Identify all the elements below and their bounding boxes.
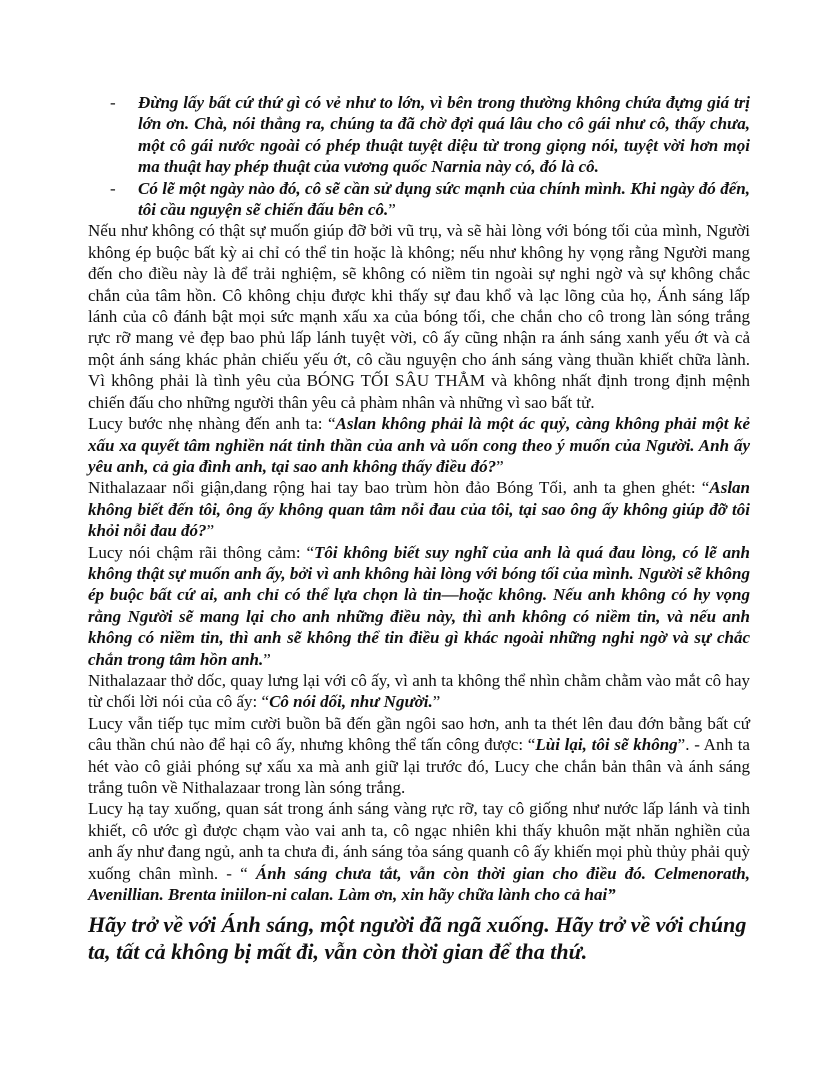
paragraph-nithalazaar-1 <box>88 477 750 541</box>
dialogue-bullets <box>88 92 750 220</box>
bullet-dash: - <box>110 178 116 198</box>
bullet-item <box>88 178 750 221</box>
bullet-text: Đừng lấy bất cứ thứ gì có vẻ như to lớn, vì bên trong thường không chứa đựng giá trị lớn ơn. Chà, nói thẳng ra, chúng ta đã chờ đợi quá lâu cho cô gái như cô, thấy chưa, một cô gái nước ngoài có phép thuật tuyệt diệu từ trong giọng nói, tuyệt vời hơn mọi ma thuật hay phép thuật của vương quốc Narnia này có, đó là cô. <box>138 93 750 177</box>
paragraph-narration: Nếu như không có thật sự muốn giúp đỡ bởi vũ trụ, và sẽ hài lòng với bóng tối của mình, Người không ép buộc bất kỳ ai chỉ có thể tin hoặc là không; nếu như không hy vọng rằng Người mang đến cho điều này là để trải nghiệm, sẽ không có niềm tin ngoài sự nghi ngờ và sự không chắc chắn của tâm hồn. Cô không chịu được khi thấy sự đau khổ và lạc lõng của họ, Ánh sáng lấp lánh của cô đánh bật mọi sức mạnh xấu xa của bóng tối, che chắn cho cô trong làn sóng trắng rực rỡ mang vẻ đẹp bao phủ lấp lánh tuyệt vời, cô ấy cũng nhận ra ánh sáng xanh yếu ớt và cả một ánh sáng khác phản chiếu yếu ớt, cô cầu nguyện cho ánh sáng vàng thuần khiết chữa lành. Vì không phải là tình yêu của BÓNG TỐI SÂU THẲM và không nhất định trong định mệnh chiến đấu cho những người thân yêu cả phàm nhân và những vì sao bất tử. <box>88 221 750 412</box>
document-page <box>88 92 750 965</box>
quote: Aslan không phải là một ác quỷ, càng không phải một kẻ xấu xa quyết tâm nghiền nát tinh thần của anh và uốn cong theo ý muốn của Người. Anh ấy yêu anh, cả gia đình anh, tại sao anh không thấy điều đó? <box>88 414 750 476</box>
narration-tail: ”. - Anh ta hét vào cô giải phóng sự xấu xa mà anh giữ lại trước đó, Lucy che chắn bản thân và ánh sáng trắng tuôn về Nithalazaar trong làn sóng trắng. <box>88 735 750 797</box>
quote: Lùi lại, tôi sẽ không <box>535 735 678 755</box>
narration: Lucy vẫn tiếp tục mỉm cười buồn bã đến gần ngôi sao hơn, anh ta thét lên đau đớn bằng bất cứ câu thần chú nào để hại cô ấy, nhưng không thể tấn công được: “ <box>88 713 750 755</box>
bullet-close-quote: ” <box>388 200 396 220</box>
quote: Aslan không biết đến tôi, ông ấy không quan tâm nỗi đau của tôi, tại sao ông ấy không giúp đỡ tôi khỏi nỗi đau đó? <box>88 478 750 541</box>
quote: Cô nói dối, như Người. <box>269 692 433 712</box>
close-quote: ” <box>263 649 271 669</box>
narration: Lucy nói chậm rãi thông cảm: “ <box>88 542 315 562</box>
bullet-text: Có lẽ một ngày nào đó, cô sẽ cần sử dụng sức mạnh của chính mình. Khi ngày đó đến, tôi cầu nguyện sẽ chiến đấu bên cô. <box>138 178 750 220</box>
paragraph-lucy-2 <box>88 542 750 670</box>
narration: Lucy bước nhẹ nhàng đến anh ta: “ <box>88 414 336 434</box>
paragraph-lucy-4 <box>88 798 750 905</box>
close-quote: ” <box>496 456 504 476</box>
quote: Ánh sáng chưa tắt, vẫn còn thời gian cho điều đó. Celmenorath, Avenillian. Brenta iniilon-ni calan. Làm ơn, xin hãy chữa lành cho cả hai” <box>88 863 750 905</box>
closing-heading: Hãy trở về với Ánh sáng, một người đã ngã xuống. Hãy trở về với chúng ta, tất cả không bị mất đi, vẫn còn thời gian để tha thứ. <box>88 912 747 965</box>
close-quote: ” <box>432 692 441 712</box>
quote: Tôi không biết suy nghĩ của anh là quá đau lòng, có lẽ anh không thật sự muốn anh ấy, bởi vì anh không hài lòng với bóng tối của mình. Người sẽ không ép buộc bất cứ ai, anh chỉ có thể lựa chọn là tin—hoặc không. Nếu anh không có hy vọng rằng Người sẽ mang lại cho anh những điều này, thì anh không có niềm tin, và nếu anh không có niềm tin, thì anh sẽ không thể tin điều gì khác ngoài những nghi ngờ và sự chắc chắn trong tâm hồn anh. <box>88 542 751 669</box>
bullet-item <box>88 92 750 178</box>
paragraph-lucy-3 <box>88 713 750 799</box>
narration: Nithalazaar nổi giận,dang rộng hai tay bao trùm hòn đảo Bóng Tối, anh ta ghen ghét: “ <box>88 478 710 498</box>
narration: Nithalazaar thở dốc, quay lưng lại với cô ấy, vì anh ta không thể nhìn chằm chằm vào mắt cô hay từ chối lời nói của cô ấy: “ <box>88 670 750 712</box>
paragraph-nithalazaar-2 <box>88 670 750 713</box>
narration: Lucy hạ tay xuống, quan sát trong ánh sáng vàng rực rỡ, tay cô giống như nước lấp lánh và tinh khiết, cô ước gì được chạm vào vai anh ta, cô ngạc nhiên khi thấy khuôn mặt nhăn nghiền của anh ấy như đang ngủ, anh ta chưa đi, ánh sáng tỏa sáng quanh cô ấy khiến mọi phù thủy phải quỳ xuống chân mình. - “ <box>88 799 750 883</box>
close-quote: ” <box>206 521 215 541</box>
paragraph-lucy-1 <box>88 413 750 477</box>
bullet-dash: - <box>110 93 116 112</box>
